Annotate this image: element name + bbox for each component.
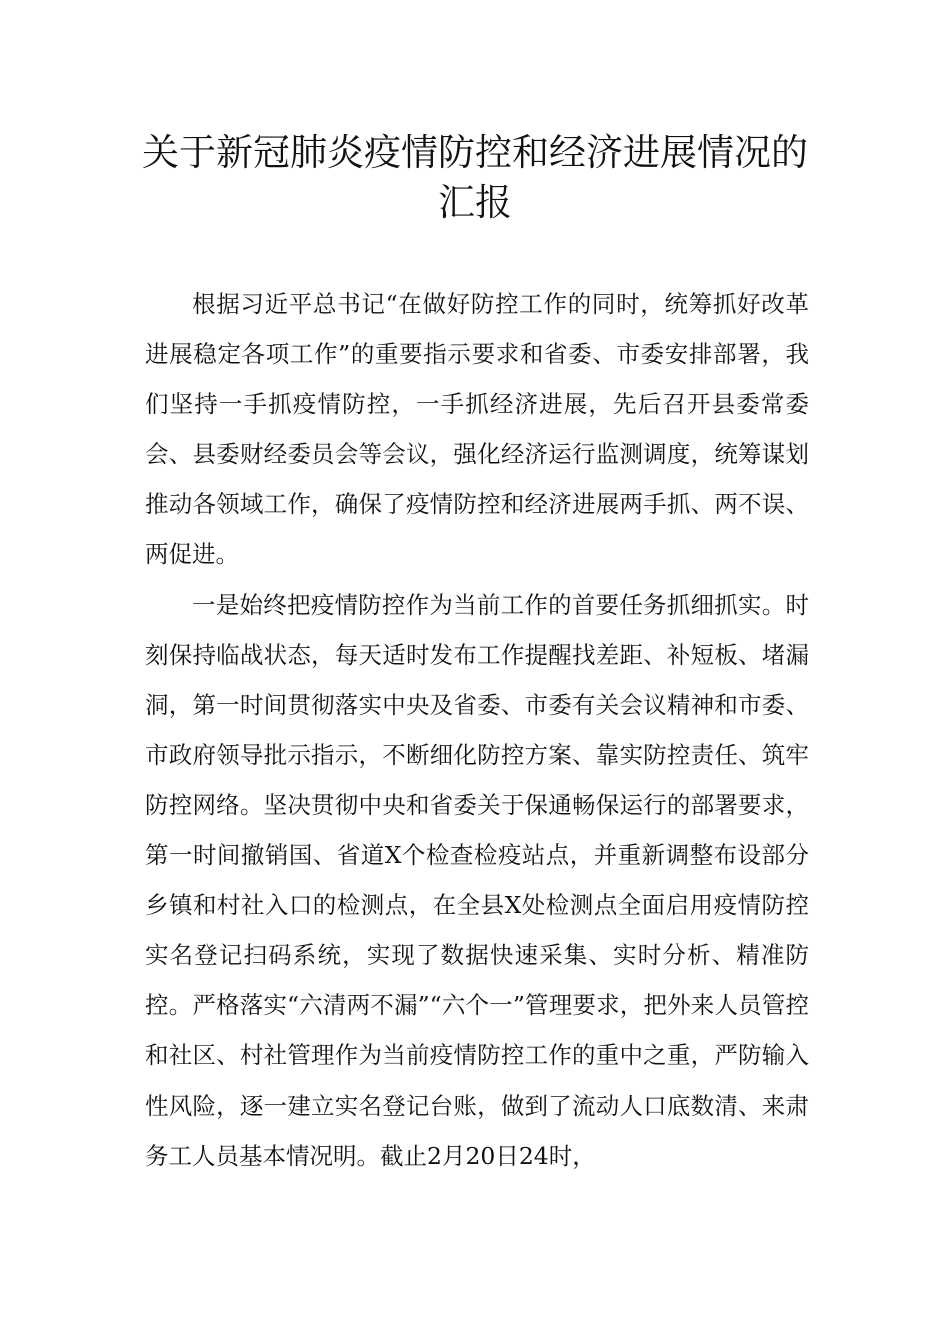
paragraph-intro: 根据习近平总书记“在做好防控工作的同时，统筹抓好改革进展稳定各项工作”的重要指示要求和省委、市委安排部署，我们坚持一手抓疫情防控，一手抓经济进展，先后召开县委常委会、县委财经委员会等会议，强化经济运行监测调度，统筹谋划推动各领域工作，确保了疫情防控和经济进展两手抓、两不误、两促进。	[145, 290, 809, 569]
document-title: 关于新冠肺炎疫情防控和经济进展情况的汇报	[142, 131, 808, 224]
paragraph-point-one: 一是始终把疫情防控作为当前工作的首要任务抓细抓实。时刻保持临战状态，每天适时发布工作提醒找差距、补短板、堵漏洞，第一时间贯彻落实中央及省委、市委有关会议精神和市委、市政府领导批示指示，不断细化防控方案、靠实防控责任、筑牢防控网络。坚决贯彻中央和省委关于保通畅保运行的部署要求，第一时间撤销国、省道X个检查检疫站点，并重新调整布设部分乡镇和村社入口的检测点，在全县X处检测点全面启用疫情防控实名登记扫码系统，实现了数据快速采集、实时分析、精准防控。严格落实“六清两不漏”“六个一”管理要求，把外来人员管控和社区、村社管理作为当前疫情防控工作的重中之重，严防输入性风险，逐一建立实名登记台账，做到了流动人口底数清、来肃务工人员基本情况明。截止2月20日24时，	[145, 590, 809, 1170]
document-body	[145, 279, 809, 1181]
